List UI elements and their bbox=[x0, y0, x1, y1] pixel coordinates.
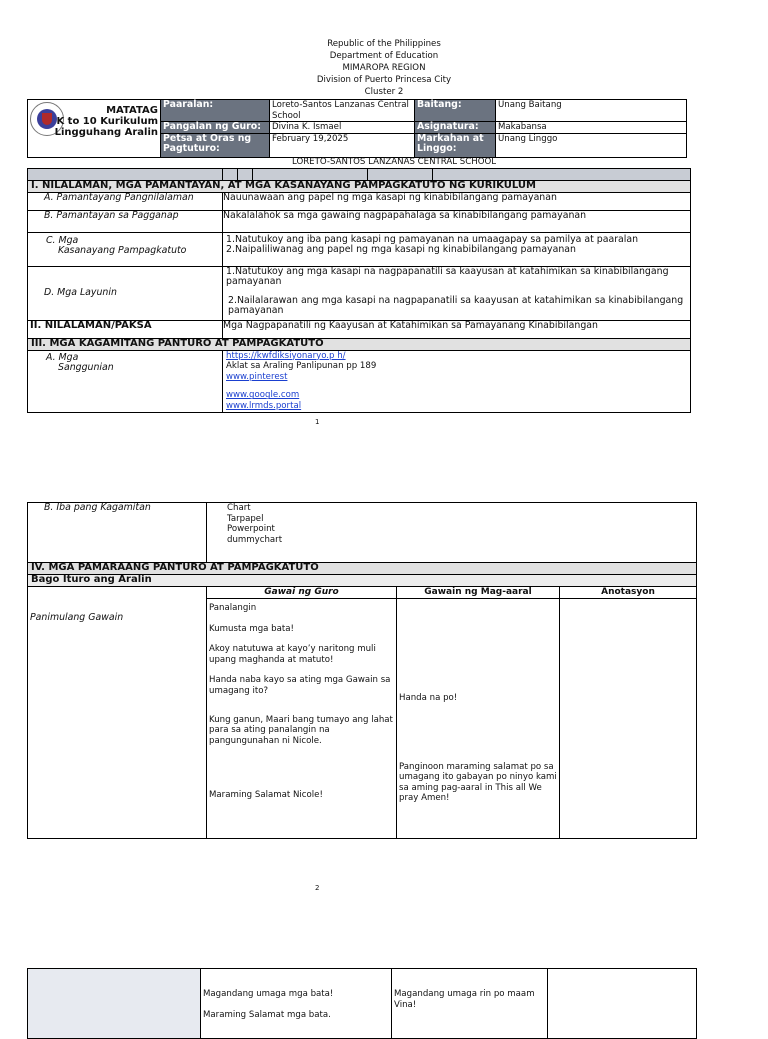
markahan-label: Markahan at Linggo: bbox=[415, 133, 496, 157]
guro-value: Divina K. Ismael bbox=[270, 122, 415, 134]
section-2-text: Mga Nagpapanatili ng Kaayusan at Katahimikan sa Pamayanang Kinabibilangan bbox=[223, 320, 691, 338]
guro-line-kumusta: Kumusta mga bata! bbox=[209, 623, 294, 634]
section-2-title: II. NILALAMAN/PAKSA bbox=[28, 320, 223, 338]
baitang-value: Unang Baitang bbox=[496, 100, 687, 122]
sanggunian-label bbox=[28, 350, 223, 412]
title-kurikulum: K to 10 Kurikulum bbox=[56, 116, 158, 127]
aklat-reference: Aklat sa Araling Panlipunan pp 189 bbox=[226, 361, 377, 372]
info-table bbox=[27, 99, 687, 158]
guro-label: Pangalan ng Guro: bbox=[161, 122, 270, 134]
pinterest-link[interactable]: www.pinterest bbox=[226, 371, 288, 382]
asignatura-value: Makabansa bbox=[496, 122, 687, 134]
kasanayang-item-2: 2.Naipaliliwanag ang papel ng mga kasapi ng kinabibilangang pamayanan bbox=[226, 244, 576, 255]
baitang-label: Baitang: bbox=[415, 100, 496, 122]
kasanayang-label-line1: C. Mga bbox=[46, 234, 79, 246]
header-region: MIMAROPA REGION bbox=[342, 63, 426, 73]
page3-guro-line-2: Maraming Salamat mga bata. bbox=[203, 1009, 331, 1020]
page-number-1: 1 bbox=[315, 418, 320, 426]
material-dummychart: dummychart bbox=[227, 534, 283, 545]
title-matatag: MATATAG bbox=[106, 105, 158, 116]
header-cluster: Cluster 2 bbox=[364, 87, 404, 97]
page3-magaaral-cell bbox=[392, 969, 548, 1039]
material-tarpapel: Tarpapel bbox=[227, 513, 264, 524]
guro-line-natutuwa: Akoy natutuwa at kayo’y naritong muli upang maghanda at matuto! bbox=[209, 644, 376, 665]
lrmds-link[interactable]: www.lrmds.portal bbox=[226, 400, 302, 411]
col-gawain-guro: Gawai ng Guro bbox=[207, 587, 397, 599]
lesson-table-page2 bbox=[27, 502, 697, 839]
kwf-link[interactable]: https://kwfdiksiyonaryo.p h/ bbox=[226, 350, 346, 361]
layunin-text bbox=[223, 266, 691, 320]
sanggunian-list bbox=[223, 350, 691, 412]
layunin-item-2: 2.Nailalarawan ang mga kasapi na nagpapanatili sa kaayusan at katahimikan sa kinabibilangang pamayanan bbox=[228, 294, 684, 316]
paaralan-label: Paaralan: bbox=[161, 100, 270, 122]
guro-line-handa: Handa naba kayo sa ating mga Gawain sa umagang ito? bbox=[209, 675, 391, 696]
layunin-label: D. Mga Layunin bbox=[28, 266, 223, 320]
page3-guro-line-1: Magandang umaga mga bata! bbox=[203, 989, 334, 999]
anotasyon-cell bbox=[560, 599, 697, 839]
petsa-value: February 19,2025 bbox=[270, 133, 415, 157]
page3-label-cell bbox=[28, 969, 201, 1039]
title-lingguhang-aralin: Lingguhang Aralin bbox=[54, 127, 158, 138]
material-powerpoint: Powerpoint bbox=[227, 524, 275, 535]
lesson-table-page1 bbox=[27, 168, 691, 413]
col-anotasyon: Anotasyon bbox=[560, 587, 697, 599]
asignatura-label: Asignatura: bbox=[415, 122, 496, 134]
gawain-magaaral-cell bbox=[397, 599, 560, 839]
page3-guro-cell bbox=[201, 969, 392, 1039]
panimulang-gawain-label: Panimulang Gawain bbox=[28, 587, 207, 839]
section-4-title: IV. MGA PAMARAANG PANTURO AT PAMPAGKATUTO bbox=[28, 563, 697, 575]
iba-pang-kagamitan-label: B. Iba pang Kagamitan bbox=[28, 503, 207, 563]
header-division: Division of Puerto Princesa City bbox=[316, 75, 452, 85]
pamantayan-pagganap-label: B. Pamantayan sa Pagganap bbox=[28, 210, 223, 232]
pamantayan-pagganap-text: Nakalalahok sa mga gawaing nagpapahalaga sa kinabibilangang pamayanan bbox=[223, 210, 691, 232]
section-3-title: III. MGA KAGAMITANG PANTURO AT PAMPAGKATUTO bbox=[28, 338, 691, 350]
sanggunian-label-line2: Sanggunian bbox=[58, 362, 114, 373]
guro-line-panalangin-nicole: Kung ganun, Maari bang tumayo ang lahat para sa ating panalangin na pangungunahan ni Nicole. bbox=[209, 714, 393, 746]
kasanayang-text bbox=[223, 232, 691, 266]
kasanayang-item-1: 1.Natutukoy ang iba pang kasapi ng pamayanan na umaagapay sa pamilya at paaralan bbox=[226, 233, 639, 245]
layunin-item-1: 1.Natutukoy ang mga kasapi na nagpapanatili sa kaayusan at katahimikan sa kinabibilangang pamayanan bbox=[226, 265, 669, 287]
lesson-table-page3 bbox=[27, 968, 697, 1039]
page-number-2: 2 bbox=[315, 884, 320, 892]
kasanayang-label bbox=[28, 232, 223, 266]
school-caption: LORETO-SANTOS LANZANAS CENTRAL SCHOOL bbox=[291, 157, 497, 167]
google-link[interactable]: www.google.com bbox=[226, 390, 300, 401]
paaralan-value: Loreto-Santos Lanzanas Central School bbox=[270, 100, 415, 122]
header-department: Department of Education bbox=[329, 51, 439, 61]
markahan-value: Unang Linggo bbox=[496, 133, 687, 157]
bago-ituro-title: Bago Ituro ang Aralin bbox=[28, 575, 697, 587]
pamantayang-pangnilalaman-text: Nauunawaan ang papel ng mga kasapi ng kinabibilangang pamayanan bbox=[223, 192, 691, 210]
page3-magaaral-line-1: Magandang umaga rin po maam Vina! bbox=[394, 989, 535, 1010]
col-gawain-magaaral: Gawain ng Mag-aaral bbox=[397, 587, 560, 599]
gawain-guro-cell bbox=[207, 599, 397, 839]
kasanayang-label-line2: Kasanayang Pampagkatuto bbox=[58, 245, 187, 256]
guro-line-panalangin: Panalangin bbox=[209, 603, 257, 613]
sanggunian-label-line1: A. Mga bbox=[46, 351, 79, 363]
page3-anotasyon-cell bbox=[548, 969, 697, 1039]
magaaral-line-handa: Handa na po! bbox=[399, 693, 458, 703]
lesson-title-cell bbox=[28, 100, 161, 158]
pamantayang-pangnilalaman-label: A. Pamantayang Pangnilalaman bbox=[28, 192, 223, 210]
petsa-label: Petsa at Oras ng Pagtuturo: bbox=[161, 133, 270, 157]
material-chart: Chart bbox=[227, 503, 251, 513]
kagamitan-list bbox=[207, 503, 697, 563]
header-republic: Republic of the Philippines bbox=[327, 39, 441, 49]
magaaral-line-panalangin: Panginoon maraming salamat po sa umagang ito gabayan po ninyo kami sa aming pag-aaral in This all We pray Amen! bbox=[399, 761, 557, 804]
guro-line-salamat-nicole: Maraming Salamat Nicole! bbox=[209, 790, 323, 801]
section-1-title: I. NILALAMAN, MGA PAMANTAYAN, AT MGA KASANAYANG PAMPAGKATUTO NG KURIKULUM bbox=[28, 181, 691, 193]
